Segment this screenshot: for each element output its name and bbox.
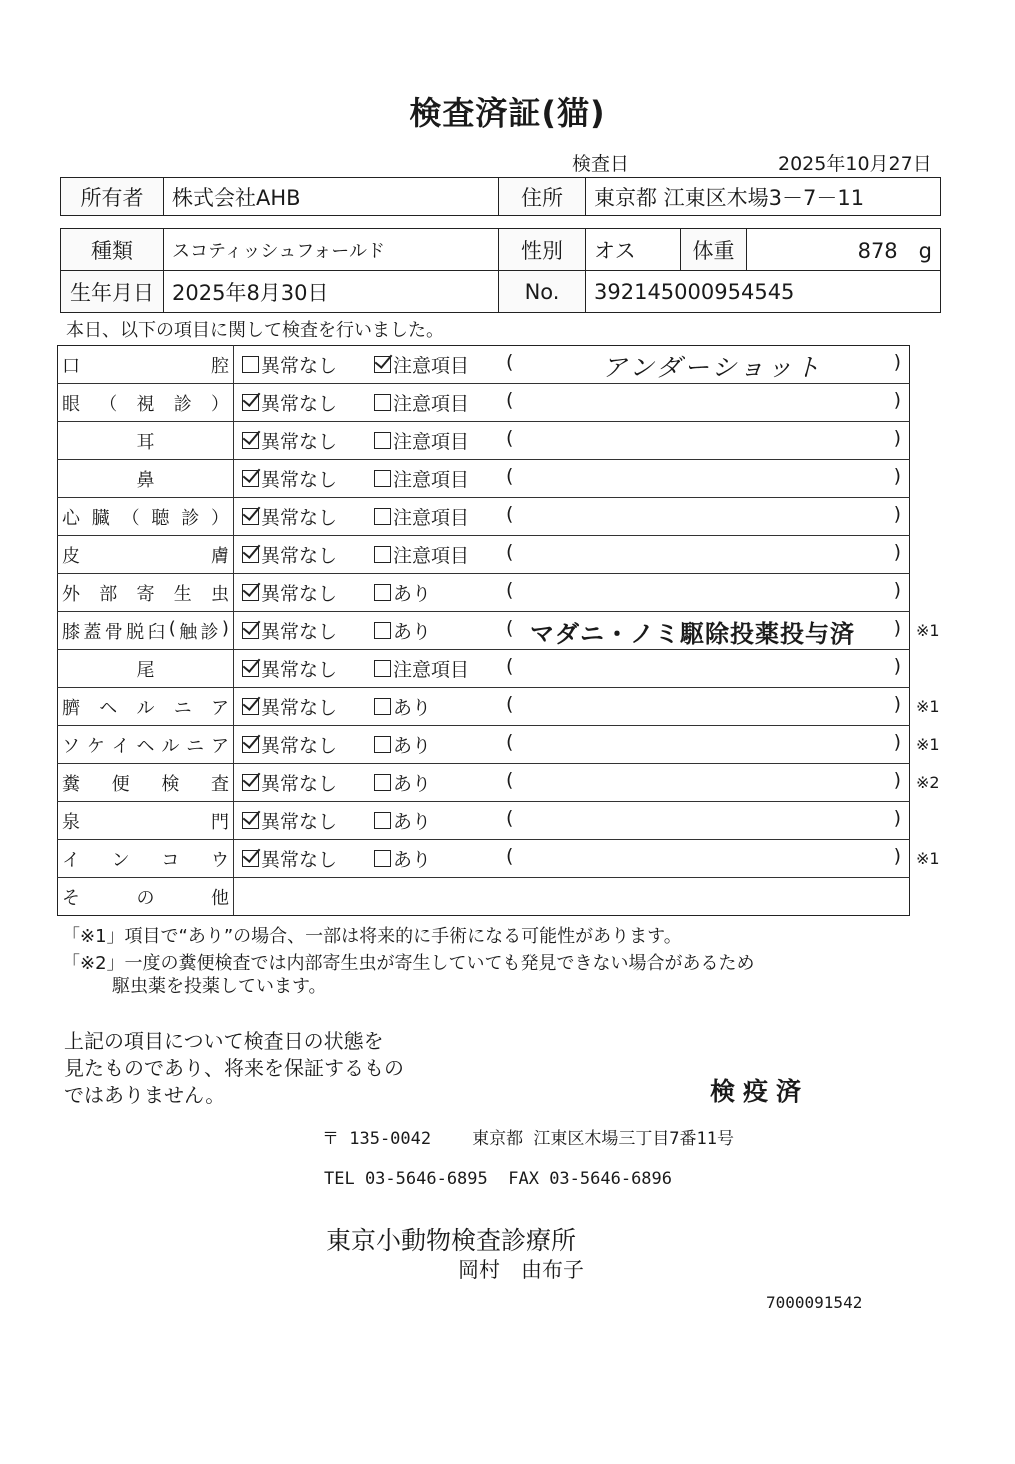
exam-options xyxy=(234,764,910,802)
exam-item-name xyxy=(58,422,234,460)
option-label: あり xyxy=(393,621,432,643)
exam-row xyxy=(58,574,910,612)
paren-close: ) xyxy=(893,579,901,601)
option-normal[interactable] xyxy=(242,617,337,644)
exam-item-label: 糞 便 検 査 xyxy=(62,773,229,795)
paren-open: ( xyxy=(506,351,514,373)
footnote-mark: ※1 xyxy=(916,697,940,716)
paren-close: ) xyxy=(893,465,901,487)
disclaimer-line: ではありません。 xyxy=(64,1083,226,1107)
exam-table xyxy=(57,345,910,916)
paren-close: ) xyxy=(893,541,901,563)
option-attention[interactable] xyxy=(374,579,431,606)
option-label: 注意項目 xyxy=(393,507,470,529)
option-normal[interactable] xyxy=(242,427,337,454)
option-attention[interactable] xyxy=(374,731,431,758)
no-label: No. xyxy=(499,271,586,313)
exam-row xyxy=(58,612,910,650)
exam-options xyxy=(234,840,910,878)
option-normal[interactable] xyxy=(242,655,337,682)
option-label: 異常なし xyxy=(261,735,338,757)
checkbox-icon[interactable] xyxy=(242,660,259,677)
paren-open: ( xyxy=(506,731,514,753)
checkbox-icon[interactable] xyxy=(374,774,391,791)
exam-item-label: 皮 膚 xyxy=(62,545,229,567)
option-attention[interactable] xyxy=(374,807,431,834)
document-number: 7000091542 xyxy=(766,1293,863,1312)
intro-text: 本日、以下の項目に関して検査を行いました。 xyxy=(66,320,444,341)
paren-open: ( xyxy=(506,541,514,563)
exam-item-name xyxy=(58,726,234,764)
exam-item-name xyxy=(58,802,234,840)
paren-close: ) xyxy=(893,845,901,867)
option-label: 注意項目 xyxy=(393,393,470,415)
exam-row xyxy=(58,536,910,574)
birth-label: 生年月日 xyxy=(61,271,164,313)
exam-options xyxy=(234,384,910,422)
exam-item-name xyxy=(58,612,234,650)
exam-options xyxy=(234,460,910,498)
exam-options xyxy=(234,536,910,574)
exam-item-label: 心 臓 （ 聴 診 ） xyxy=(62,507,229,529)
weight-value: 878 g xyxy=(747,229,941,271)
exam-item-name xyxy=(58,688,234,726)
exam-row xyxy=(58,384,910,422)
paren-open: ( xyxy=(506,579,514,601)
checkbox-icon[interactable] xyxy=(242,356,259,373)
exam-row xyxy=(58,840,910,878)
footnote-mark: ※2 xyxy=(916,773,940,792)
option-label: 注意項目 xyxy=(393,545,470,567)
exam-options xyxy=(234,726,910,764)
option-label: あり xyxy=(393,849,432,871)
exam-row xyxy=(58,498,910,536)
footnote-mark: ※1 xyxy=(916,621,940,640)
checkbox-icon[interactable] xyxy=(374,394,391,411)
clinic-postal: 〒 135-0042 xyxy=(322,1129,432,1149)
exam-row xyxy=(58,346,910,384)
option-attention[interactable] xyxy=(374,693,431,720)
clinic-address: 東京都 江東区木場三丁目7番11号 xyxy=(472,1129,735,1149)
exam-options xyxy=(234,650,910,688)
option-label: 注意項目 xyxy=(393,659,470,681)
paren-close: ) xyxy=(893,693,901,715)
microchip-number: 392145000954545 xyxy=(586,271,941,313)
checkbox-icon[interactable] xyxy=(242,812,259,829)
exam-options xyxy=(234,802,910,840)
exam-item-label: 耳 xyxy=(136,431,155,453)
paren-close: ) xyxy=(893,807,901,829)
sex-value: オス xyxy=(586,229,681,271)
option-label: 異常なし xyxy=(261,621,338,643)
checkbox-icon[interactable] xyxy=(374,356,391,373)
checkbox-icon[interactable] xyxy=(242,508,259,525)
checkbox-icon[interactable] xyxy=(374,546,391,563)
exam-item-name xyxy=(58,384,234,422)
inspection-date-label: 検査日 xyxy=(572,153,630,175)
exam-item-label: ソ ケ イ ヘ ル ニ ア xyxy=(62,735,229,757)
checkbox-icon[interactable] xyxy=(374,698,391,715)
option-label: あり xyxy=(393,583,432,605)
address-label: 住所 xyxy=(499,178,586,216)
option-attention[interactable] xyxy=(374,541,469,568)
disclaimer-line: 見たものであり、将来を保証するもの xyxy=(64,1056,404,1080)
exam-row-other xyxy=(58,878,910,916)
clinic-person: 岡村 由布子 xyxy=(458,1258,584,1282)
exam-options xyxy=(234,574,910,612)
exam-options xyxy=(234,422,910,460)
option-normal[interactable] xyxy=(242,351,337,378)
exam-item-label: 外 部 寄 生 虫 xyxy=(62,583,229,605)
option-label: あり xyxy=(393,735,432,757)
option-label: 異常なし xyxy=(261,811,338,833)
paren-close: ) xyxy=(893,351,901,373)
exam-item-name xyxy=(58,498,234,536)
option-normal[interactable] xyxy=(242,731,337,758)
checkbox-icon[interactable] xyxy=(374,736,391,753)
other-notes-field[interactable] xyxy=(234,878,910,916)
exam-detail: アンダーショット xyxy=(602,353,824,382)
checkbox-icon[interactable] xyxy=(374,470,391,487)
exam-item-label: 鼻 xyxy=(136,469,155,491)
option-normal[interactable] xyxy=(242,845,337,872)
pet-table xyxy=(60,228,941,313)
option-normal[interactable] xyxy=(242,389,337,416)
exam-item-label: 眼 （ 視 診 ） xyxy=(62,393,229,415)
option-label: 異常なし xyxy=(261,849,338,871)
option-normal[interactable] xyxy=(242,807,337,834)
disclaimer xyxy=(64,1028,404,1109)
option-attention[interactable] xyxy=(374,769,431,796)
exam-options xyxy=(234,612,910,650)
paren-close: ) xyxy=(893,655,901,677)
exam-item-label: 泉 門 xyxy=(62,811,229,833)
option-normal[interactable] xyxy=(242,465,337,492)
footnote-2: 「※2」一度の糞便検査では内部寄生虫が寄生していても発見できない場合があるため xyxy=(62,953,755,974)
option-attention[interactable] xyxy=(374,389,469,416)
option-label: 異常なし xyxy=(261,469,338,491)
exam-row xyxy=(58,650,910,688)
checkbox-icon[interactable] xyxy=(374,660,391,677)
owner-table xyxy=(60,177,941,216)
weight-label: 体重 xyxy=(681,229,747,271)
exam-row xyxy=(58,764,910,802)
exam-row xyxy=(58,422,910,460)
exam-item-name xyxy=(58,650,234,688)
paren-close: ) xyxy=(893,389,901,411)
option-label: 異常なし xyxy=(261,393,338,415)
paren-open: ( xyxy=(506,769,514,791)
option-attention[interactable] xyxy=(374,655,469,682)
paren-open: ( xyxy=(506,503,514,525)
option-label: 異常なし xyxy=(261,659,338,681)
exam-detail: マダニ・ノミ駆除投薬投与済 xyxy=(530,620,855,648)
clinic-fax: FAX 03-5646-6896 xyxy=(508,1169,673,1189)
exam-item-name xyxy=(58,460,234,498)
exam-row xyxy=(58,460,910,498)
paren-open: ( xyxy=(506,465,514,487)
paren-open: ( xyxy=(506,655,514,677)
clinic-contact-line xyxy=(324,1169,672,1189)
exam-item-name xyxy=(58,878,234,916)
option-label: 異常なし xyxy=(261,355,338,377)
checkbox-icon[interactable] xyxy=(374,432,391,449)
checkbox-icon[interactable] xyxy=(242,622,259,639)
checkbox-icon[interactable] xyxy=(242,470,259,487)
breed-label: 種類 xyxy=(61,229,164,271)
address-value: 東京都 江東区木場3－7－11 xyxy=(586,178,941,216)
footnote-mark: ※1 xyxy=(916,735,940,754)
paren-close: ) xyxy=(893,503,901,525)
option-attention[interactable] xyxy=(374,503,469,530)
paren-open: ( xyxy=(506,617,514,639)
exam-item-label: 膝 蓋 骨 脱 臼 ( 触 診 ) xyxy=(62,617,229,643)
option-label: 注意項目 xyxy=(393,469,470,491)
owner-label: 所有者 xyxy=(61,178,164,216)
option-normal[interactable] xyxy=(242,693,337,720)
checkbox-icon[interactable] xyxy=(374,584,391,601)
exam-options xyxy=(234,498,910,536)
checkbox-icon[interactable] xyxy=(242,394,259,411)
option-label: 異常なし xyxy=(261,583,338,605)
exam-options xyxy=(234,346,910,384)
exam-item-name xyxy=(58,536,234,574)
paren-open: ( xyxy=(506,389,514,411)
breed-value: スコティッシュフォールド xyxy=(164,229,499,271)
footnote-1: 「※1」項目で“あり”の場合、一部は将来的に手術になる可能性があります。 xyxy=(62,926,682,947)
quarantine-stamp: 検疫済 xyxy=(710,1077,810,1106)
clinic-name: 東京小動物検査診療所 xyxy=(326,1226,577,1255)
option-label: あり xyxy=(393,697,432,719)
sex-label: 性別 xyxy=(499,229,586,271)
option-normal[interactable] xyxy=(242,769,337,796)
checkbox-icon[interactable] xyxy=(242,584,259,601)
option-normal[interactable] xyxy=(242,503,337,530)
checkbox-icon[interactable] xyxy=(242,546,259,563)
option-attention[interactable] xyxy=(374,845,431,872)
paren-close: ) xyxy=(893,427,901,449)
option-label: 異常なし xyxy=(261,507,338,529)
paren-close: ) xyxy=(893,731,901,753)
exam-item-label: イ ン コ ウ xyxy=(62,849,229,871)
exam-item-name xyxy=(58,764,234,802)
checkbox-icon[interactable] xyxy=(374,812,391,829)
paren-open: ( xyxy=(506,807,514,829)
exam-item-name xyxy=(58,346,234,384)
option-label: 注意項目 xyxy=(393,355,470,377)
option-label: 注意項目 xyxy=(393,431,470,453)
footnote-2-cont: 駆虫薬を投薬しています。 xyxy=(112,976,327,997)
inspection-date: 2025年10月27日 xyxy=(778,153,932,175)
paren-open: ( xyxy=(506,427,514,449)
document-title: 検査済証(猫) xyxy=(409,94,606,132)
exam-row xyxy=(58,726,910,764)
paren-close: ) xyxy=(893,617,901,639)
exam-options xyxy=(234,688,910,726)
checkbox-icon[interactable] xyxy=(242,698,259,715)
exam-row xyxy=(58,688,910,726)
clinic-address-line xyxy=(322,1124,734,1149)
footnote-mark: ※1 xyxy=(916,849,940,868)
checkbox-icon[interactable] xyxy=(242,850,259,867)
birth-value: 2025年8月30日 xyxy=(164,271,499,313)
exam-item-name xyxy=(58,574,234,612)
owner-value: 株式会社AHB xyxy=(164,178,499,216)
paren-open: ( xyxy=(506,693,514,715)
checkbox-icon[interactable] xyxy=(242,774,259,791)
option-label: 異常なし xyxy=(261,697,338,719)
option-normal[interactable] xyxy=(242,579,337,606)
option-label: あり xyxy=(393,811,432,833)
option-label: 異常なし xyxy=(261,431,338,453)
option-attention[interactable] xyxy=(374,465,469,492)
checkbox-icon[interactable] xyxy=(374,622,391,639)
exam-item-label: 臍 ヘ ル ニ ア xyxy=(62,697,229,719)
checkbox-icon[interactable] xyxy=(374,508,391,525)
paren-close: ) xyxy=(893,769,901,791)
exam-item-label: そ の 他 xyxy=(62,887,229,909)
option-label: 異常なし xyxy=(261,545,338,567)
exam-row xyxy=(58,802,910,840)
option-attention[interactable] xyxy=(374,351,469,378)
checkbox-icon[interactable] xyxy=(374,850,391,867)
option-attention[interactable] xyxy=(374,617,431,644)
paren-open: ( xyxy=(506,845,514,867)
option-label: あり xyxy=(393,773,432,795)
option-normal[interactable] xyxy=(242,541,337,568)
exam-item-name xyxy=(58,840,234,878)
checkbox-icon[interactable] xyxy=(242,432,259,449)
exam-item-label: 口 腔 xyxy=(62,355,229,377)
disclaimer-line: 上記の項目について検査日の状態を xyxy=(64,1029,384,1053)
checkbox-icon[interactable] xyxy=(242,736,259,753)
clinic-tel: TEL 03-5646-6895 xyxy=(324,1169,488,1189)
exam-item-label: 尾 xyxy=(136,659,155,681)
option-label: 異常なし xyxy=(261,773,338,795)
option-attention[interactable] xyxy=(374,427,469,454)
